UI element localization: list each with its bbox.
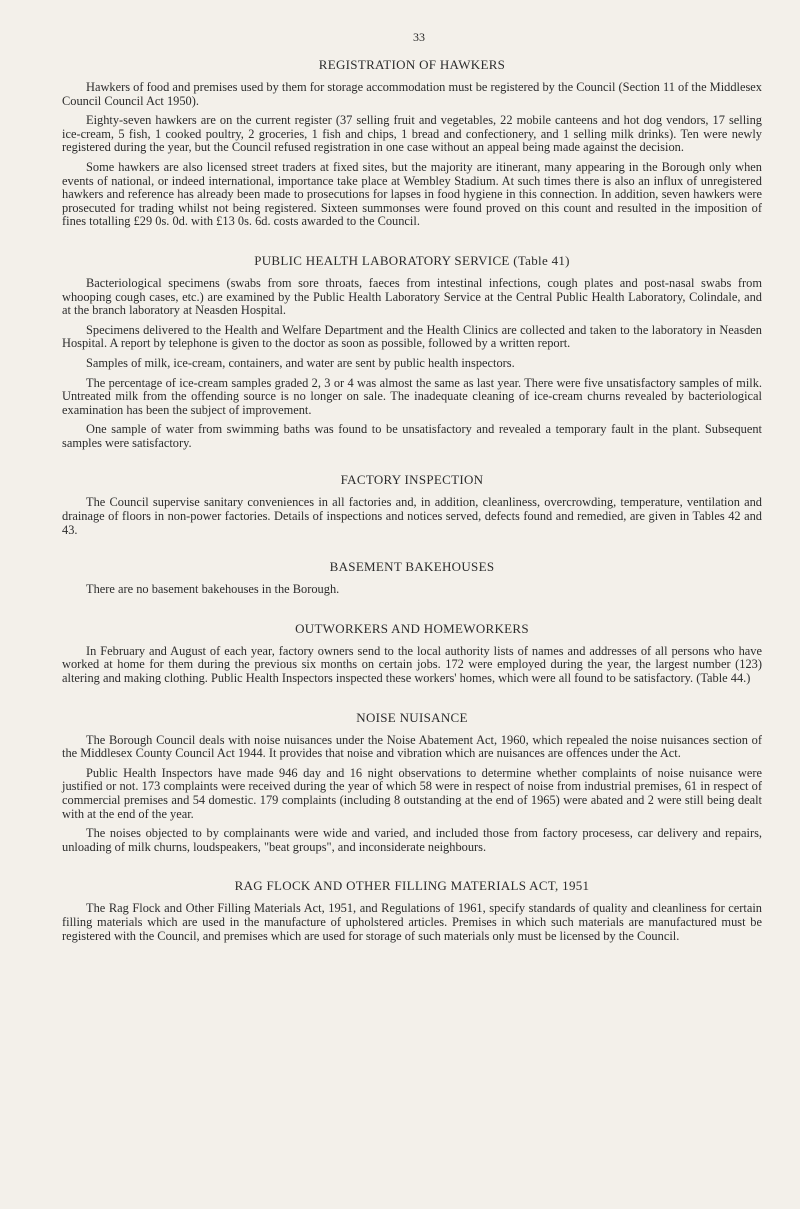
section-heading: RAG FLOCK AND OTHER FILLING MATERIALS ACT, 1951 [234, 878, 590, 894]
paragraph: The noises objected to by complainants were wide and varied, and included those from factory procesess, car delivery and repairs, unloading of milk churns, loudspeakers, "beat groups", and inconsiderate neighbours. [62, 826, 762, 854]
section-outworkers-and-homeworkers [62, 621, 762, 686]
section-public-health-laboratory-service [62, 253, 762, 451]
paragraph: The Council supervise sanitary conveniences in all factories and, in addition, cleanliness, overcrowding, temperature, ventilation and drainage of floors in non-power factories. Details of inspections and notices served, defects found and remedied, are given in Tables 42 and 43. [62, 495, 762, 537]
paragraph: Hawkers of food and premises used by them for storage accommodation must be registered by the Council (Section 11 of the Middlesex Council Council Act 1950). [62, 80, 762, 108]
paragraph: In February and August of each year, factory owners send to the local authority lists of names and addresses of all persons who have worked at home for them during the previous six months on certain jobs. 172 were employed during the year, the largest number (123) altering and making clothing. Public Health Inspectors inspected these workers' homes, which were all found to be satisfactory. (Table 44.) [62, 643, 762, 686]
section-rag-flock-act [62, 878, 762, 943]
paragraph: One sample of water from swimming baths was found to be unsatisfactory and revealed a temporary fault in the plant. Subsequent samples were satisfactory. [62, 422, 762, 450]
document-page [62, 30, 762, 949]
paragraph: Specimens delivered to the Health and Welfare Department and the Health Clinics are collected and taken to the laboratory in Neasden Hospital. A report by telephone is given to the doctor as soon as possible, followed by a written report. [62, 322, 762, 351]
paragraph: The Borough Council deals with noise nuisances under the Noise Abatement Act, 1960, which repealed the noise nuisances section of the Middlesex County Council Act 1944. It provides that noise and vibration which are nuisances are offences under the Act. [62, 732, 762, 761]
paragraph: Samples of milk, ice-cream, containers, and water are sent by public health inspectors. [86, 355, 515, 370]
paragraph: The Rag Flock and Other Filling Materials Act, 1951, and Regulations of 1961, specify standards of quality and cleanliness for certain filling materials which are used in the manufacture of upholstered articles. Premises in which such materials are manufactured must be registered with the Council, and premises which are used for storage of such materials only must be licensed by the Council. [62, 901, 762, 943]
paragraph: Eighty-seven hawkers are on the current register (37 selling fruit and vegetables, 22 mobile canteens and hot dog vendors, 17 selling ice-cream, 5 fish, 1 cooked poultry, 2 groceries, 1 fish and chips, 1 bread and confectionery, and 1 selling milk drinks). Ten were newly registered during the year, but the Council refused registration in one case without an appeal being made against the decision. [62, 113, 762, 155]
section-registration-of-hawkers [62, 57, 762, 229]
paragraph: Public Health Inspectors have made 946 day and 16 night observations to determine whether complaints of noise nuisance were justified or not. 173 complaints were received during the year of which 58 were in respect of noise from industrial premises, 61 in respect of commercial premises and 54 domestic. 179 complaints (including 8 outstanding at the end of 1965) were abated and 2 were still being dealt with at the end of the year. [62, 765, 762, 821]
paragraph: Bacteriological specimens (swabs from sore throats, faeces from intestinal infections, cough plates and post-nasal swabs from whooping cough cases, etc.) are examined by the Public Health Laboratory Service at the Central Public Health Laboratory, Colindale, and at the branch laboratory at Neasden Hospital. [62, 275, 762, 318]
section-factory-inspection [62, 472, 762, 537]
section-noise-nuisance [62, 710, 762, 855]
section-heading: BASEMENT BAKEHOUSES [329, 559, 495, 575]
section-heading: PUBLIC HEALTH LABORATORY SERVICE (Table 41) [254, 252, 570, 268]
paragraph: There are no basement bakehouses in the Borough. [86, 582, 340, 597]
section-heading: REGISTRATION OF HAWKERS [318, 57, 506, 72]
paragraph: Some hawkers are also licensed street traders at fixed sites, but the majority are itinerant, many appearing in the Borough only when events of national, or indeed international, importance take place at Wembley Stadium. At such times there is also an influx of unregistered hawkers and reference has already been made to prosecutions for lapses in food hygiene in this connection. In addition, seven hawkers were prosecuted for trading whilst not being registered. Sixteen summonses were found proved on this count and resulted in the imposition of fines totalling £29 0s. 0d. with £13 0s. 6d. costs awarded to the Council. [62, 159, 762, 229]
section-basement-bakehouses [62, 559, 762, 597]
page-number: 33 [413, 30, 425, 44]
paragraph: The percentage of ice-cream samples graded 2, 3 or 4 was almost the same as last year. There were five unsatisfactory samples of milk. Untreated milk from the offending source is no longer on sale. The inadequate cleaning of ice-cream churns revealed by bacteriological examination has been the subject of improvement. [62, 375, 762, 417]
section-heading: NOISE NUISANCE [356, 709, 468, 725]
section-heading: FACTORY INSPECTION [340, 472, 484, 488]
section-heading: OUTWORKERS AND HOMEWORKERS [295, 620, 529, 636]
